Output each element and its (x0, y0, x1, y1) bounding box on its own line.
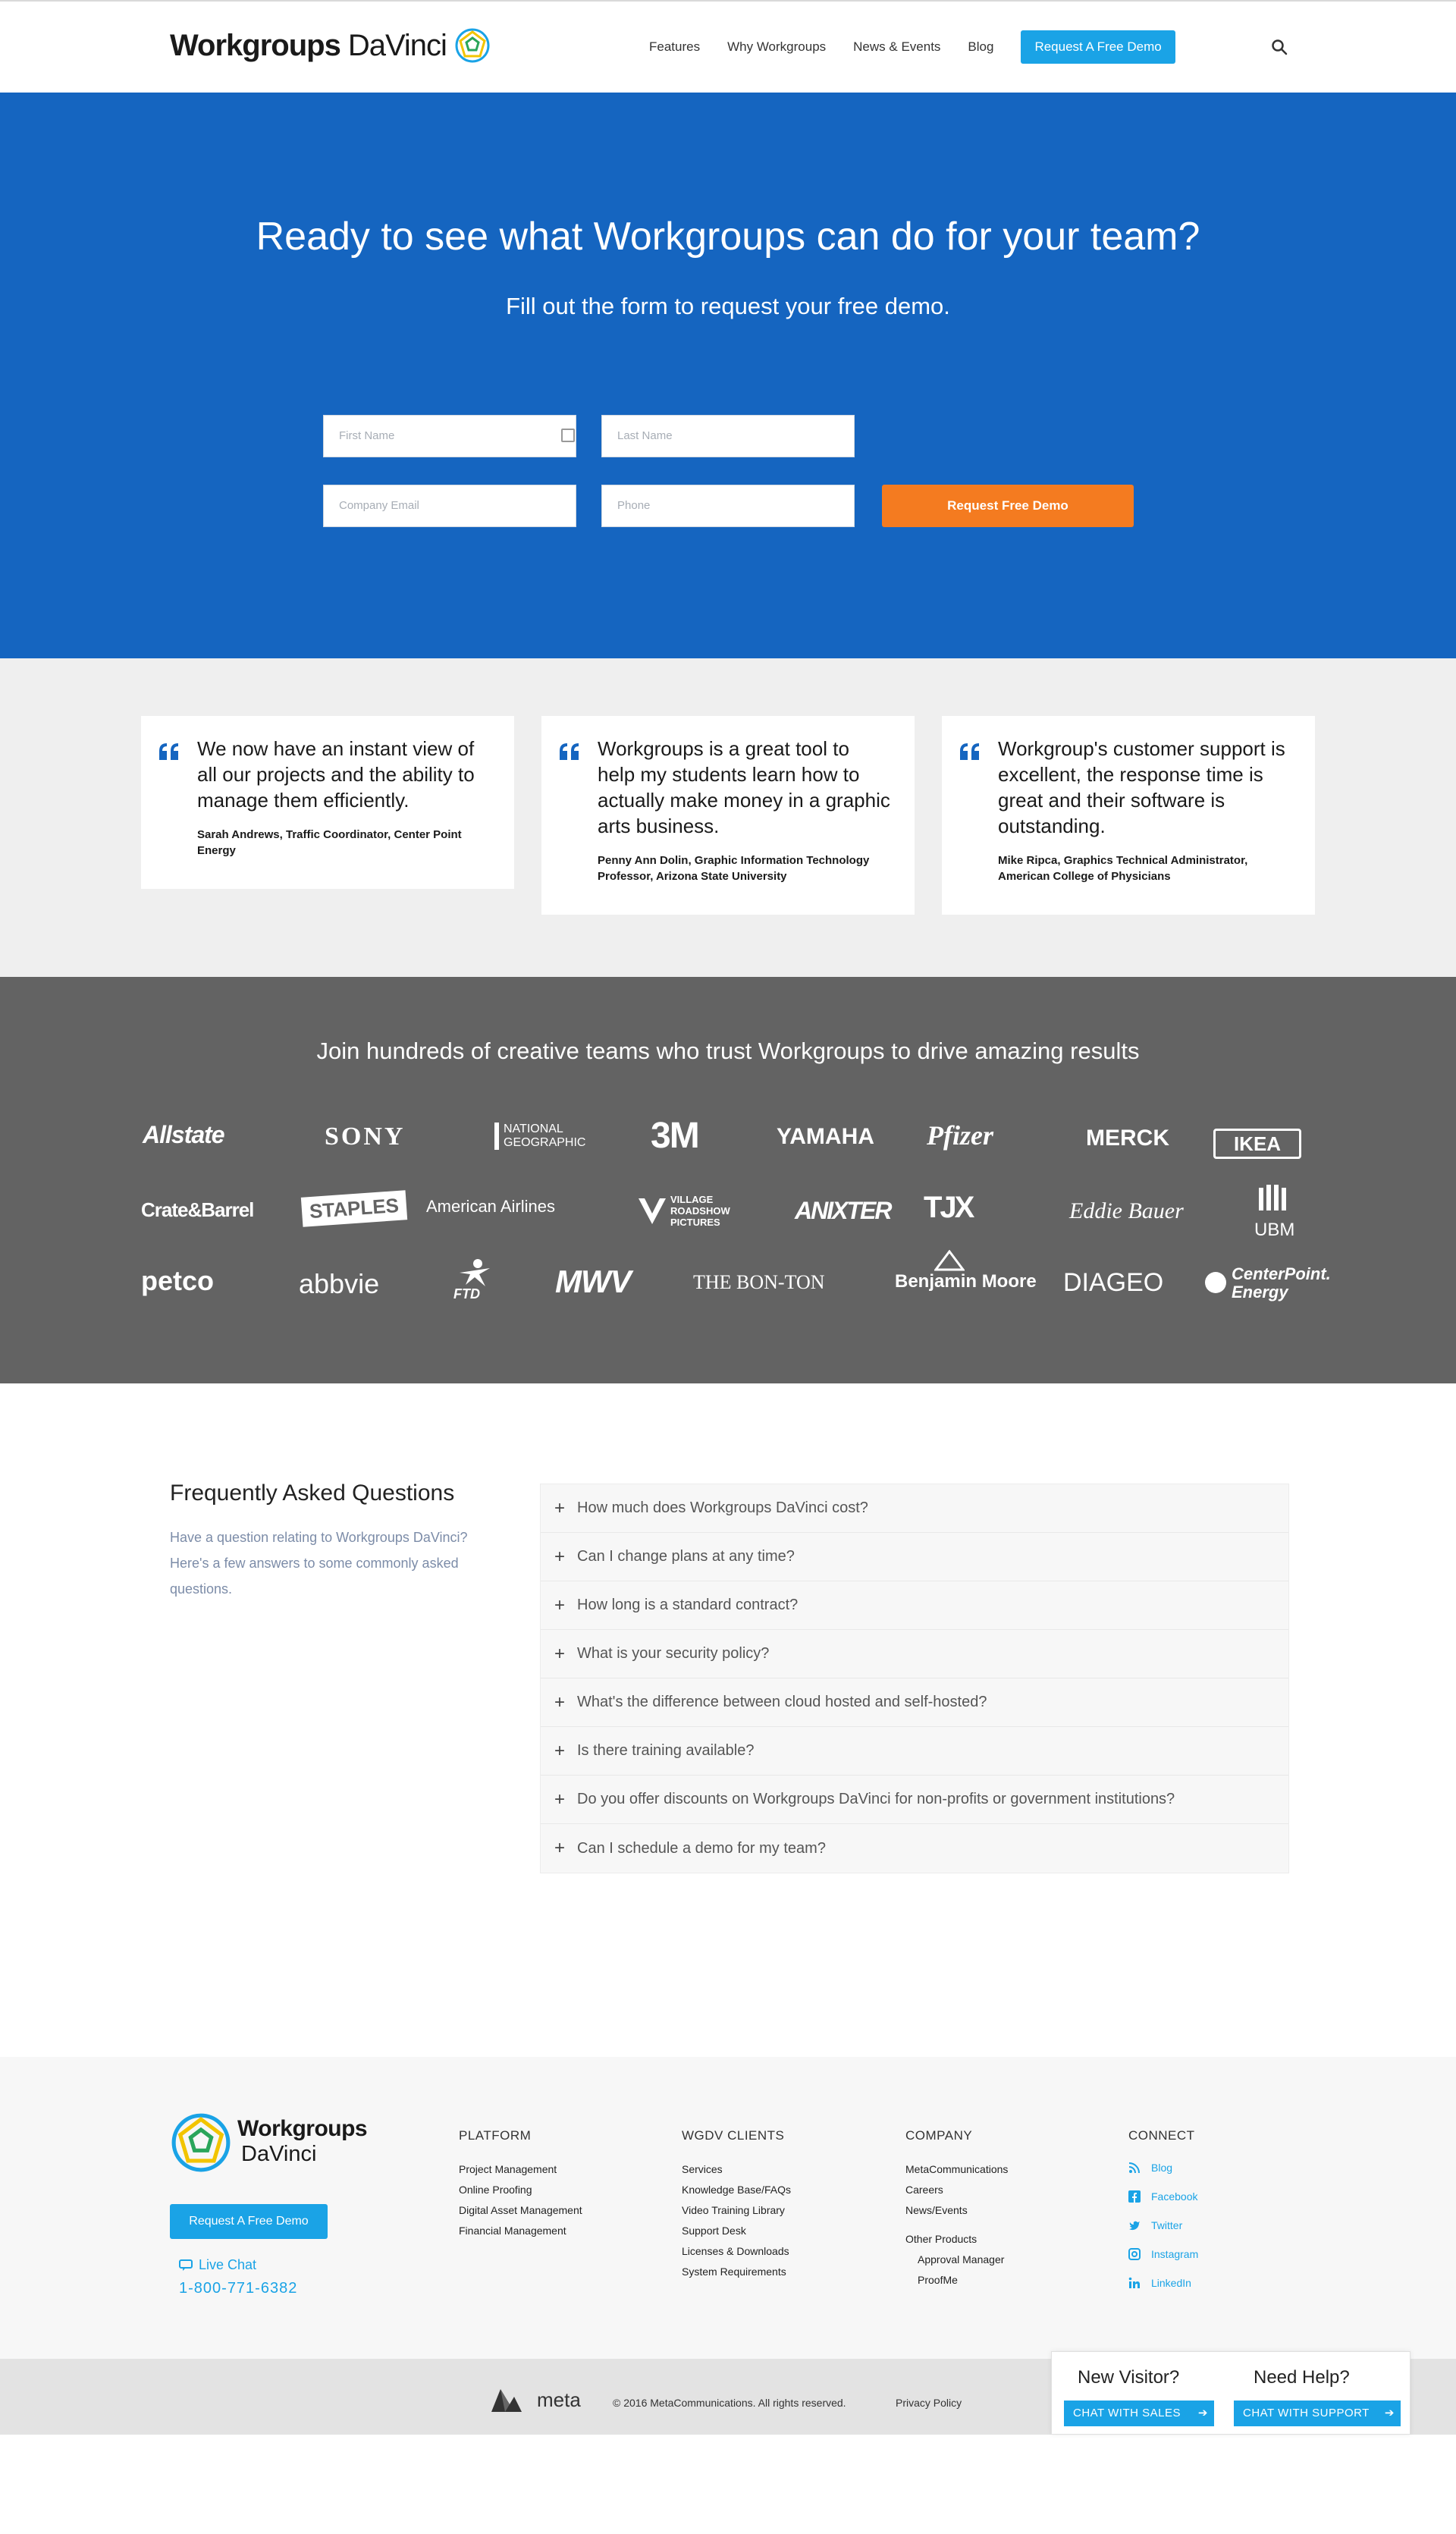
live-chat-label: Live Chat (199, 2257, 257, 2272)
client-logo-national-geographic: NATIONAL GEOGRAPHIC (494, 1123, 601, 1150)
nav-blog[interactable]: Blog (968, 39, 994, 54)
testimonials-section (0, 658, 1456, 977)
live-chat-link[interactable] (179, 2257, 256, 2273)
footer-link[interactable]: Financial Management (459, 2225, 566, 2237)
need-help-label: Need Help? (1254, 2367, 1350, 2388)
chat-sales-label: CHAT WITH SALES (1073, 2407, 1181, 2419)
quote-icon (158, 742, 180, 761)
faq-item[interactable] (541, 1581, 1288, 1630)
footer-link[interactable]: Careers (905, 2184, 943, 2196)
faq-item[interactable] (541, 1630, 1288, 1678)
social-label: Blog (1151, 2162, 1173, 2174)
faq-question: How long is a standard contract? (577, 1597, 799, 1613)
benjamin-moore-mark-icon (934, 1250, 965, 1271)
testimonial-quote: We now have an instant view of all our projects and the ability to manage them efficiently. (197, 737, 475, 812)
plus-icon: + (554, 1740, 566, 1761)
meta-logo-text: meta (537, 2388, 581, 2411)
client-logo-diageo: DIAGEO (1063, 1268, 1164, 1297)
client-logo-mwv: MWV (555, 1264, 631, 1299)
footer-link[interactable]: Online Proofing (459, 2184, 532, 2196)
social-label: LinkedIn (1151, 2277, 1191, 2289)
plus-icon: + (554, 1788, 566, 1810)
faq-accordion (540, 1484, 1289, 1873)
footer-link[interactable]: Digital Asset Management (459, 2204, 582, 2216)
copyright: © 2016 MetaCommunications. All rights reserved. (613, 2397, 846, 2409)
footer-link[interactable]: ProofMe (918, 2274, 958, 2286)
social-label: Facebook (1151, 2190, 1198, 2203)
chat-support-label: CHAT WITH SUPPORT (1243, 2407, 1370, 2419)
faq-question: Can I change plans at any time? (577, 1548, 795, 1565)
client-logo-ubm: UBM (1254, 1220, 1295, 1240)
footer-link[interactable]: News/Events (905, 2204, 968, 2216)
faq-item[interactable] (541, 1678, 1288, 1727)
testimonial-card (141, 716, 514, 889)
footer-link[interactable]: MetaCommunications (905, 2163, 1009, 2175)
instagram-icon (1128, 2248, 1141, 2260)
footer-logo-light: DaVinci (241, 2142, 317, 2166)
faq-title: Frequently Asked Questions (170, 1481, 455, 1506)
client-logo-crate-barrel: Crate&Barrel (141, 1198, 254, 1221)
plus-icon: + (554, 1691, 566, 1713)
plus-icon: + (554, 1838, 566, 1858)
village-roadshow-mark-icon (637, 1195, 667, 1226)
footer-link[interactable]: Licenses & Downloads (682, 2245, 789, 2257)
footer-other-products-title: Other Products (905, 2233, 977, 2245)
client-logo-3m: 3M (651, 1116, 698, 1156)
site-header (0, 0, 1456, 93)
testimonial-author: Mike Ripca, Graphics Technical Administrator, American College of Physicians (998, 854, 1248, 883)
nav-features[interactable]: Features (649, 39, 701, 54)
social-facebook-link[interactable] (1128, 2190, 1197, 2203)
chat-widget (1051, 2351, 1410, 2435)
ubm-mark-icon (1256, 1185, 1289, 1215)
faq-question: Can I schedule a demo for my team? (577, 1839, 826, 1857)
footer-platform-title: PLATFORM (459, 2128, 532, 2143)
faq-question: Do you offer discounts on Workgroups DaVinci for non-profits or government institutions? (577, 1791, 1175, 1807)
client-logo-tjx: TJX (924, 1191, 973, 1224)
faq-question: Is there training available? (577, 1742, 755, 1759)
arrow-right-icon: ➔ (1197, 2407, 1208, 2419)
hero-subtitle: Fill out the form to request your free demo. (506, 293, 950, 319)
twitter-icon (1128, 2219, 1141, 2231)
site-logo[interactable] (170, 27, 491, 64)
social-label: Instagram (1151, 2248, 1199, 2260)
client-logo-benjamin-moore: Benjamin Moore (895, 1271, 1037, 1292)
arrow-right-icon: ➔ (1384, 2407, 1395, 2419)
client-logo-centerpoint: CenterPoint. Energy (1232, 1264, 1331, 1302)
client-logo-anixter: ANIXTER (795, 1197, 891, 1224)
footer-link[interactable]: Video Training Library (682, 2204, 785, 2216)
faq-description: Have a question relating to Workgroups DaVinci? Here's a few answers to some commonly asked questions. (170, 1530, 468, 1597)
chat-with-support-button[interactable] (1234, 2401, 1401, 2426)
plus-icon: + (554, 1643, 566, 1664)
footer-link[interactable]: Approval Manager (918, 2253, 1005, 2266)
faq-question: What is your security policy? (577, 1645, 770, 1662)
footer-clients-title: WGDV CLIENTS (682, 2128, 785, 2143)
rss-icon (1128, 2162, 1141, 2174)
testimonial-quote: Workgroup's customer support is excellent, the response time is great and their software is outstanding. (998, 737, 1285, 837)
nav-why-workgroups[interactable]: Why Workgroups (727, 39, 827, 54)
client-logo-bon-ton: THE BON-TON (693, 1271, 825, 1293)
social-linkedin-link[interactable] (1128, 2277, 1191, 2289)
chat-bubble-icon (179, 2259, 193, 2272)
testimonial-card (541, 716, 915, 915)
faq-item[interactable] (541, 1824, 1288, 1873)
testimonial-card (942, 716, 1315, 915)
client-logo-yamaha: YAMAHA (777, 1124, 874, 1149)
chat-with-sales-button[interactable] (1064, 2401, 1214, 2426)
faq-item[interactable] (541, 1776, 1288, 1824)
testimonial-quote: Workgroups is a great tool to help my students learn how to actually make money in a graphic arts business. (598, 737, 890, 837)
faq-question: How much does Workgroups DaVinci cost? (577, 1499, 868, 1516)
faq-item[interactable] (541, 1727, 1288, 1776)
quote-icon (959, 742, 981, 761)
centerpoint-mark-icon (1204, 1271, 1227, 1294)
last-name-input[interactable]: Last Name (601, 415, 855, 457)
client-logo-village-roadshow: VILLAGE ROADSHOW PICTURES (670, 1194, 730, 1228)
ftd-mercury-icon (452, 1258, 497, 1288)
footer-link[interactable]: Project Management (459, 2163, 557, 2175)
plus-icon: + (554, 1594, 566, 1616)
footer-link[interactable]: Services (682, 2163, 723, 2175)
search-icon[interactable] (1270, 38, 1288, 56)
footer-logo-strong[interactable]: Workgroups (237, 2116, 368, 2141)
linkedin-icon (1128, 2277, 1141, 2289)
logo-text-light: DaVinci (347, 28, 447, 62)
new-visitor-label: New Visitor? (1078, 2367, 1180, 2388)
footer-davinci-globe-icon (170, 2112, 232, 2174)
request-demo-button[interactable]: Request A Free Demo (1021, 30, 1175, 64)
privacy-policy-link[interactable]: Privacy Policy (896, 2397, 962, 2409)
social-label: Twitter (1151, 2219, 1183, 2231)
facebook-icon (1128, 2190, 1141, 2203)
footer-link[interactable]: Support Desk (682, 2225, 746, 2237)
client-logo-pfizer: Pfizer (927, 1120, 993, 1151)
request-free-demo-button[interactable]: Request Free Demo (882, 485, 1134, 527)
company-email-input[interactable]: Company Email (323, 485, 576, 527)
meta-logo[interactable] (490, 2386, 581, 2413)
client-logo-ftd: FTD (453, 1286, 480, 1302)
faq-question: What's the difference between cloud hosted and self-hosted? (577, 1694, 987, 1710)
footer-connect-title: CONNECT (1128, 2128, 1195, 2143)
testimonial-author: Sarah Andrews, Traffic Coordinator, Center Point Energy (197, 828, 462, 857)
davinci-globe-icon (454, 27, 491, 64)
client-logo-american-airlines: American Airlines (426, 1197, 555, 1216)
main-nav (649, 30, 1175, 64)
testimonial-author: Penny Ann Dolin, Graphic Information Technology Professor, Arizona State University (598, 854, 870, 883)
client-logo-petco: petco (141, 1265, 215, 1296)
social-twitter-link[interactable] (1128, 2219, 1182, 2231)
phone-input[interactable]: Phone (601, 485, 855, 527)
plus-icon: + (554, 1497, 566, 1518)
demo-request-hero (0, 93, 1456, 658)
footer-link[interactable]: System Requirements (682, 2266, 786, 2278)
faq-item[interactable] (541, 1484, 1288, 1533)
footer-link[interactable]: Knowledge Base/FAQs (682, 2184, 791, 2196)
logo-text-strong: Workgroups (170, 28, 340, 62)
client-logo-eddie-bauer: Eddie Bauer (1069, 1198, 1184, 1223)
first-name-input[interactable]: First Name (323, 415, 576, 457)
nav-news-events[interactable]: News & Events (853, 39, 941, 54)
quote-icon (558, 742, 581, 761)
faq-item[interactable] (541, 1533, 1288, 1581)
meta-mark-icon (490, 2386, 532, 2413)
phone-link[interactable]: 1-800-771-6382 (179, 2280, 298, 2297)
footer-request-demo-button[interactable]: Request A Free Demo (170, 2204, 328, 2239)
client-logo-allstate: Allstate (143, 1121, 224, 1148)
plus-icon: + (554, 1546, 566, 1567)
client-logo-abbvie: abbvie (299, 1268, 380, 1299)
clients-title: Join hundreds of creative teams who trust Workgroups to drive amazing results (316, 1038, 1140, 1064)
client-logo-staples: STAPLES (301, 1190, 407, 1227)
client-logo-sony: SONY (325, 1123, 406, 1151)
contact-card-icon (561, 429, 575, 442)
social-blog-link[interactable] (1128, 2162, 1172, 2174)
social-instagram-link[interactable] (1128, 2248, 1198, 2260)
client-logos-section (0, 977, 1456, 1383)
client-logo-merck: MERCK (1086, 1126, 1169, 1151)
hero-title: Ready to see what Workgroups can do for your team? (256, 215, 1200, 259)
footer-company-title: COMPANY (905, 2128, 973, 2143)
client-logo-ikea: IKEA (1213, 1129, 1301, 1159)
